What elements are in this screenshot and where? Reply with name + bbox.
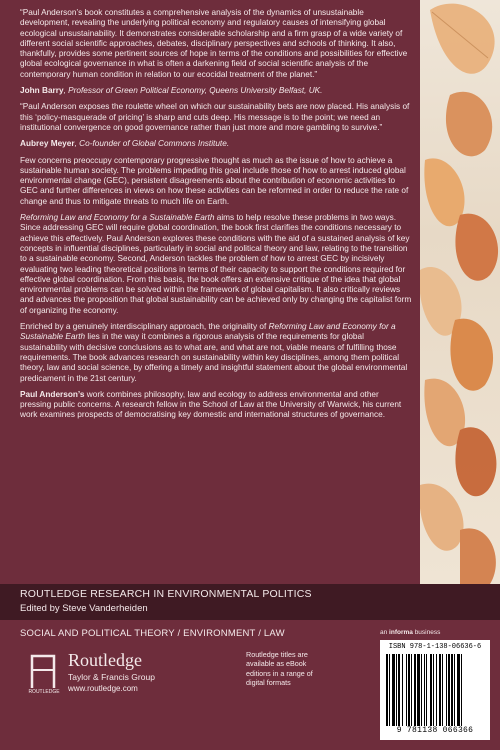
author-bio xyxy=(20,390,412,421)
book-title-italic-2: Reforming Law and Economy for a Sustainable Earth xyxy=(20,322,396,342)
back-cover-text xyxy=(20,8,412,427)
series-band xyxy=(0,584,500,620)
isbn-barcode xyxy=(380,640,490,740)
publisher-name: Routledge xyxy=(68,650,142,670)
reviewer-role-1: , Professor of Green Political Economy, Queens University Belfast, UK. xyxy=(63,86,323,96)
author-bio-text: work combines philosophy, law and ecology to address environmental and other pressing public concerns. A research fellow in the School of Law at the University of Warwick, his current work examines prospects of democratising key domestic and international structures of governance. xyxy=(20,389,402,420)
description-paragraph-3-start: Enriched by a genuinely interdisciplinary approach, the originality of xyxy=(20,322,269,332)
description-paragraph-2-text: aims to help resolve these problems in two ways. Since addressing GEC will require global coordination, the book first clarifies the conditions necessary to achieve this effectively. Paul Anderson explores these conditions with the aid of a sustained analysis of key concepts in influential disciplines, particularly in social and political theory and law, relating to the transition to a sustainable economy. Second, Anderson tackles the problem of how to arrest GEC by incisively evaluating two leading theoretical positions in terms of their capacity to support the conditions required for effective global coordination. From this basis, the book offers an extensive critique of the idea that global environmental problems can be solved within the framework of global capitalism. It also critically reviews and advances the proposition that global sustainability can be achieved only by changing the capitalist form of organizing the economy. xyxy=(20,213,412,315)
isbn-label: ISBN 978-1-138-06636-6 xyxy=(388,643,482,651)
review-quote-2: “Paul Anderson exposes the roulette wheel on which our sustainability bets are now placed. His analysis of this ‘policy-masquerade of pricing’ is sharp and cuts deep. His message is to the point; we need an institutional convergence on good governance rather than just more and more gambling to survive.” xyxy=(20,102,410,132)
publisher-group: Taylor & Francis Group xyxy=(68,672,155,682)
series-editor: Edited by Steve Vanderheiden xyxy=(20,603,148,614)
barcode-bars xyxy=(386,654,484,726)
routledge-logo-icon xyxy=(24,650,64,694)
review-attribution-1 xyxy=(20,86,412,96)
series-name: ROUTLEDGE RESEARCH IN ENVIRONMENTAL POLITICS xyxy=(20,588,312,600)
autumn-leaves-image xyxy=(420,0,500,584)
informa-suffix: business xyxy=(412,629,441,636)
reviewer-name-2: Aubrey Meyer xyxy=(20,139,75,149)
subject-categories: SOCIAL AND POLITICAL THEORY / ENVIRONMENT / LAW xyxy=(20,628,285,639)
informa-brand: informa xyxy=(389,629,413,636)
reviewer-role-2: , Co-founder of Global Commons Institute. xyxy=(74,139,230,149)
informa-tagline xyxy=(380,629,440,636)
ebook-note: Routledge titles are available as eBook editions in a range of digital formats xyxy=(246,650,313,688)
description-paragraph-1: Few concerns preoccupy contemporary progressive thought as much as the issue of how to achieve a sustainable human society. The problems impeding this goal include those of how to arrest induced global environmental change (GEC), persistent disagreements about the contribution of economic activities to GEC and further differences in views on how these activities can be reformed in order to reduce the rate of change and thus to mitigate threats to much life on Earth. xyxy=(20,155,409,206)
leaves-illustration xyxy=(420,0,500,584)
description-paragraph-3 xyxy=(20,322,412,384)
barcode-digits: 9 781138 066366 xyxy=(396,726,474,735)
review-quote-1: “Paul Anderson’s book constitutes a comprehensive analysis of the dynamics of unsustainable development, revealing the underlying political economy and regulatory causes of intensifying global ecological unsustainability. It demonstrates considerable scholarship and a firm grasp of a wide variety of different social scientific approaches, debates, disciplinary perspectives and schools of thinking. It also, thankfully, provides some pertinent sources of hope in terms of the conditions and possibilities for effective global ecological governance in what is often a darkening field of social scientific analysis of the contemporary human condition in relation to our ecocidal treatment of the planet.” xyxy=(20,8,408,79)
publisher-url[interactable]: www.routledge.com xyxy=(68,684,138,693)
description-paragraph-2 xyxy=(20,213,412,316)
review-attribution-2 xyxy=(20,139,412,149)
routledge-logo-text: ROUTLEDGE xyxy=(28,689,60,694)
book-title-italic: Reforming Law and Economy for a Sustainable Earth xyxy=(20,213,215,223)
reviewer-name-1: John Barry xyxy=(20,86,64,96)
author-name: Paul Anderson’s xyxy=(20,389,85,399)
informa-prefix: an xyxy=(380,629,390,636)
description-paragraph-3-text: lies in the way it combines a rigorous analysis of the requirements for global sustainability with decisive conclusions as to what are, and what are not, viable means of fulfilling those requirements. The book advances research on sustainability within key disciplines, among them political theory, law and social science, by offering a timely and insightful statement about the global environmental predicament in the 21st century. xyxy=(20,332,408,383)
